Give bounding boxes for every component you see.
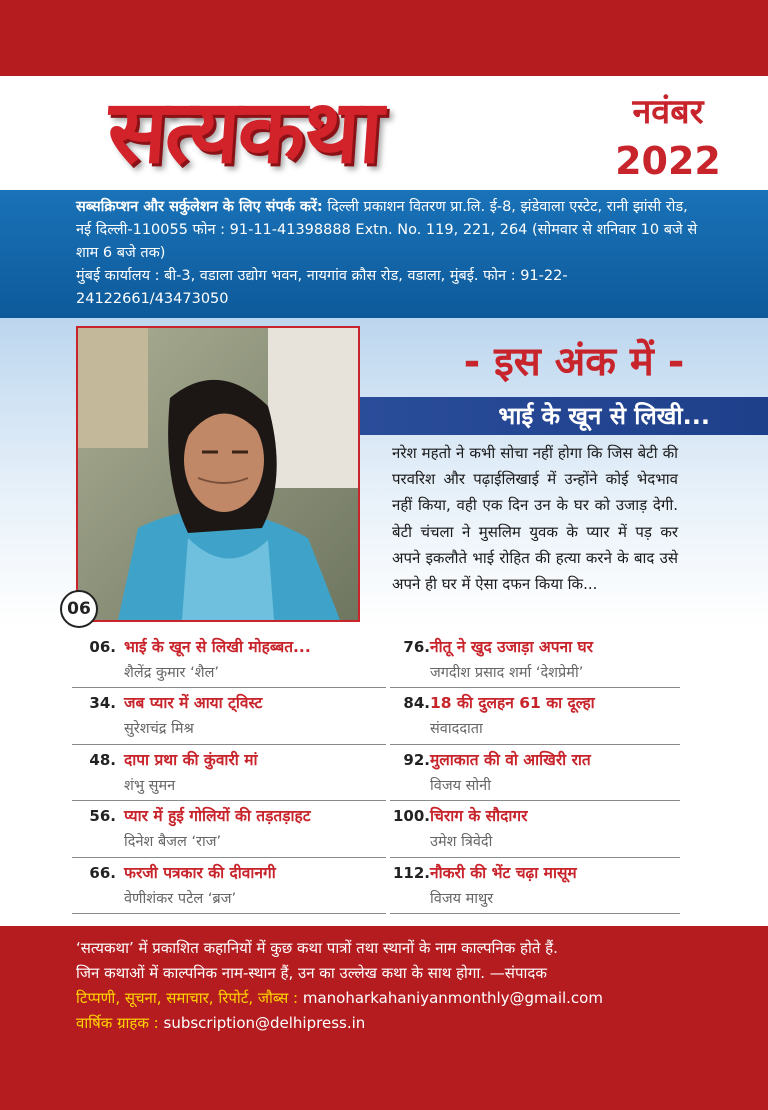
in-this-issue-heading: - इस अंक में -	[463, 339, 685, 385]
delhi-contact	[76, 196, 698, 265]
contact-email-link[interactable]: manoharkahaniyanmonthly@gmail.com	[302, 989, 603, 1007]
subscription-label: सब्सक्रिप्शन और सर्कुलेशन के लिए संपर्क करें:	[76, 199, 323, 215]
toc-page-number: 76.	[403, 638, 430, 656]
subscription-info-box	[0, 190, 768, 318]
disclaimer-line-1: ‘सत्यकथा’ में प्रकाशित कहानियों में कुछ कथा पात्रों तथा स्थानों के नाम काल्पनिक होते हैं.	[76, 939, 558, 957]
toc-story-title[interactable]: जब प्यार में आया ट्विस्ट	[124, 694, 263, 713]
toc-page-number: 84.	[403, 694, 430, 713]
toc-item[interactable]	[390, 632, 680, 688]
toc-author: उमेश त्रिवेदी	[430, 834, 493, 851]
toc-author: संवाददाता	[430, 721, 483, 738]
toc-story-title[interactable]: नीतू ने खुद उजाड़ा अपना घर	[430, 638, 594, 656]
delhi-address: दिल्ली प्रकाशन वितरण प्रा.लि. ई-8, झंडेवाला एस्टेट, रानी झांसी रोड, नई दिल्ली-110055 फोन : 91-11-41398888 Extn. No. 119, 221, 264 (सोमवार से शनिवार 10 बजे से शाम 6 बजे तक)	[76, 199, 698, 261]
disclaimer-line-2: जिन कथाओं में काल्पनिक नाम-स्थान हैं, उन का उल्लेख कथा के साथ होगा. —संपादक	[76, 964, 547, 982]
toc-author: वेणीशंकर पटेल ‘ब्रज’	[124, 890, 237, 907]
toc-author: शैलेंद्र कुमार ‘शैल’	[124, 665, 220, 681]
subscriber-label: वार्षिक ग्राहक :	[76, 1014, 159, 1032]
toc-author: दिनेश बैजल ‘राज’	[124, 834, 222, 851]
page-number-badge: 06	[60, 590, 98, 628]
toc-left-column	[72, 632, 386, 914]
toc-story-title[interactable]: मुलाकात की वो आखिरी रात	[430, 750, 591, 769]
mumbai-contact: मुंबई कार्यालय : बी-3, वडाला उद्योग भवन, नायगांव क्रौस रोड, वडाला, मुंबई. फोन : 91-22-24122661/43473050	[76, 268, 568, 307]
toc-item[interactable]	[72, 801, 386, 857]
toc-author: सुरेशचंद्र मिश्र	[124, 721, 194, 738]
masthead	[0, 76, 768, 190]
toc-author: विजय सोनी	[430, 777, 491, 794]
toc-author: शंभु सुमन	[124, 777, 176, 794]
magazine-logo: सत्यकथा	[104, 80, 385, 183]
toc-story-title[interactable]: चिराग के सौदागर	[430, 807, 528, 826]
toc-item[interactable]	[390, 745, 680, 801]
contact-line	[76, 986, 768, 1011]
footer-info	[0, 926, 768, 1110]
toc-right-column	[390, 632, 680, 914]
issue-year: 2022	[615, 139, 721, 183]
toc-item[interactable]	[72, 632, 386, 688]
toc-story-title[interactable]: 18 की दुलहन 61 का दूल्हा	[430, 694, 595, 713]
top-red-band	[0, 0, 768, 76]
toc-page-number: 48.	[89, 750, 116, 769]
toc-story-title[interactable]: प्यार में हुई गोलियों की तड़तड़ाहट	[124, 807, 311, 826]
toc-item[interactable]	[390, 858, 680, 914]
feature-summary: नरेश महतो ने कभी सोचा नहीं होगा कि जिस बेटी की परवरिश और पढ़ाईलिखाई में उन्होंने कोई भेदभाव नहीं किया, वही एक दिन उन के घर को उजाड़ देगी. बेटी चंचला ने मुसलिम युवक के प्यार में पड़ कर अपने इकलौते भाई रोहित की हत्या करने के बाद उसे अपने ही घर में ऐसा दफन किया कि...	[392, 444, 678, 594]
toc-page-number: 34.	[89, 694, 116, 713]
toc-page-number: 06.	[89, 638, 116, 656]
toc-story-title[interactable]: दापा प्रथा की कुंवारी मां	[124, 750, 258, 769]
subscriber-line	[76, 1011, 768, 1036]
toc-item[interactable]	[72, 858, 386, 914]
toc-page-number: 100.	[392, 807, 430, 826]
issue-month: नवंबर	[632, 92, 704, 132]
subscriber-email-link[interactable]: subscription@delhipress.in	[163, 1014, 366, 1032]
toc-author: जगदीश प्रसाद शर्मा ‘देशप्रेमी’	[430, 665, 584, 681]
toc-item[interactable]	[72, 688, 386, 744]
feature-title[interactable]: भाई के खून से लिखी...	[498, 402, 710, 430]
toc-item[interactable]	[390, 688, 680, 744]
toc-item[interactable]	[72, 745, 386, 801]
feature-photo	[76, 326, 360, 622]
toc-page-number: 56.	[89, 807, 116, 826]
toc-page-number: 92.	[403, 750, 430, 769]
toc-page-number: 66.	[89, 863, 116, 882]
toc-story-title[interactable]: फरजी पत्रकार की दीवानगी	[124, 863, 276, 882]
girl-portrait-image	[78, 328, 358, 620]
contact-label: टिप्पणी, सूचना, समाचार, रिपोर्ट, जौब्स :	[76, 989, 299, 1007]
toc-story-title[interactable]: भाई के खून से लिखी मोहब्बत...	[124, 638, 311, 656]
toc-item[interactable]	[390, 801, 680, 857]
toc-author: विजय माथुर	[430, 890, 494, 907]
toc-page-number: 112.	[392, 863, 430, 882]
toc-story-title[interactable]: नौकरी की भेंट चढ़ा मासूम	[430, 863, 577, 882]
